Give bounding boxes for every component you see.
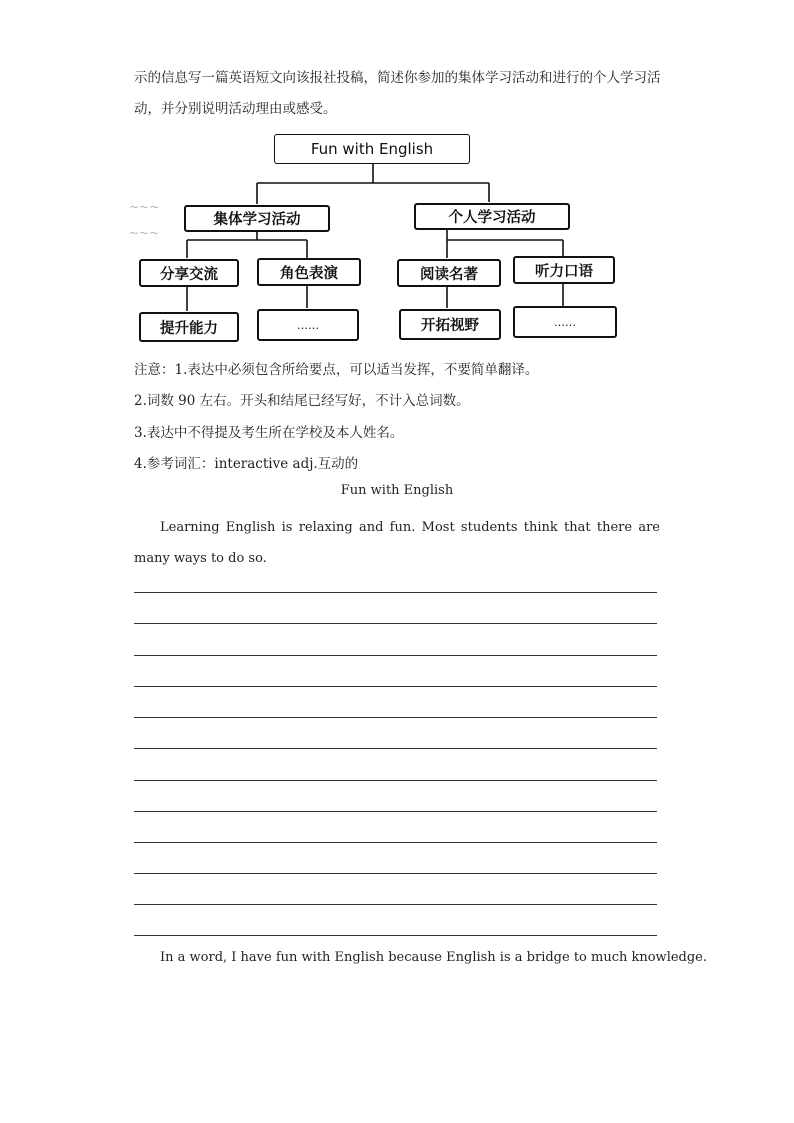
activity-box-roleplay: 角色表演 [257,258,361,286]
writing-line[interactable] [134,873,657,874]
outcome-box-ellipsis: …… [513,306,617,338]
group-activities-box: 集体学习活动 [184,205,330,232]
scan-ghost-mark: ~~~ [129,226,160,240]
outcome-box-ability: 提升能力 [139,312,239,342]
note-line: 4.参考词汇：interactive adj.互动的 [134,456,359,472]
note-line: 2.词数 90 左右。开头和结尾已经写好，不计入总词数。 [134,393,470,409]
writing-line[interactable] [134,686,657,687]
activity-box-reading: 阅读名著 [397,259,501,287]
closing-sentence: In a word, I have fun with English because English is a bridge to much knowledge. [160,950,708,965]
instruction-text: 示的信息写一篇英语短文向该报社投稿，简述你参加的集体学习活动和进行的个人学习活动，并分别说明活动理由或感受。 [134,70,661,117]
mind-map-diagram [127,126,627,346]
note-line: 注意：1.表达中必须包含所给要点，可以适当发挥，不要简单翻译。 [134,362,539,378]
scan-ghost-mark: ~~~ [129,200,160,214]
writing-line[interactable] [134,935,657,936]
writing-line[interactable] [134,811,657,812]
activity-box-listening: 听力口语 [513,256,615,284]
note-line: 3.表达中不得提及考生所在学校及本人姓名。 [134,425,404,441]
essay-title: Fun with English [340,483,454,498]
outcome-box-ellipsis: …… [257,309,359,341]
writing-line[interactable] [134,592,657,593]
diagram-root-box: Fun with English [274,134,470,164]
individual-activities-box: 个人学习活动 [414,203,570,230]
writing-line[interactable] [134,623,657,624]
outcome-box-horizon: 开拓视野 [399,309,501,340]
opening-sentence: Learning English is relaxing and fun. Most students think that there are many ways to do so. [134,520,660,566]
writing-line[interactable] [134,904,657,905]
activity-box-sharing: 分享交流 [139,259,239,287]
writing-line[interactable] [134,717,657,718]
writing-line[interactable] [134,842,657,843]
writing-line[interactable] [134,748,657,749]
writing-line[interactable] [134,780,657,781]
writing-line[interactable] [134,655,657,656]
